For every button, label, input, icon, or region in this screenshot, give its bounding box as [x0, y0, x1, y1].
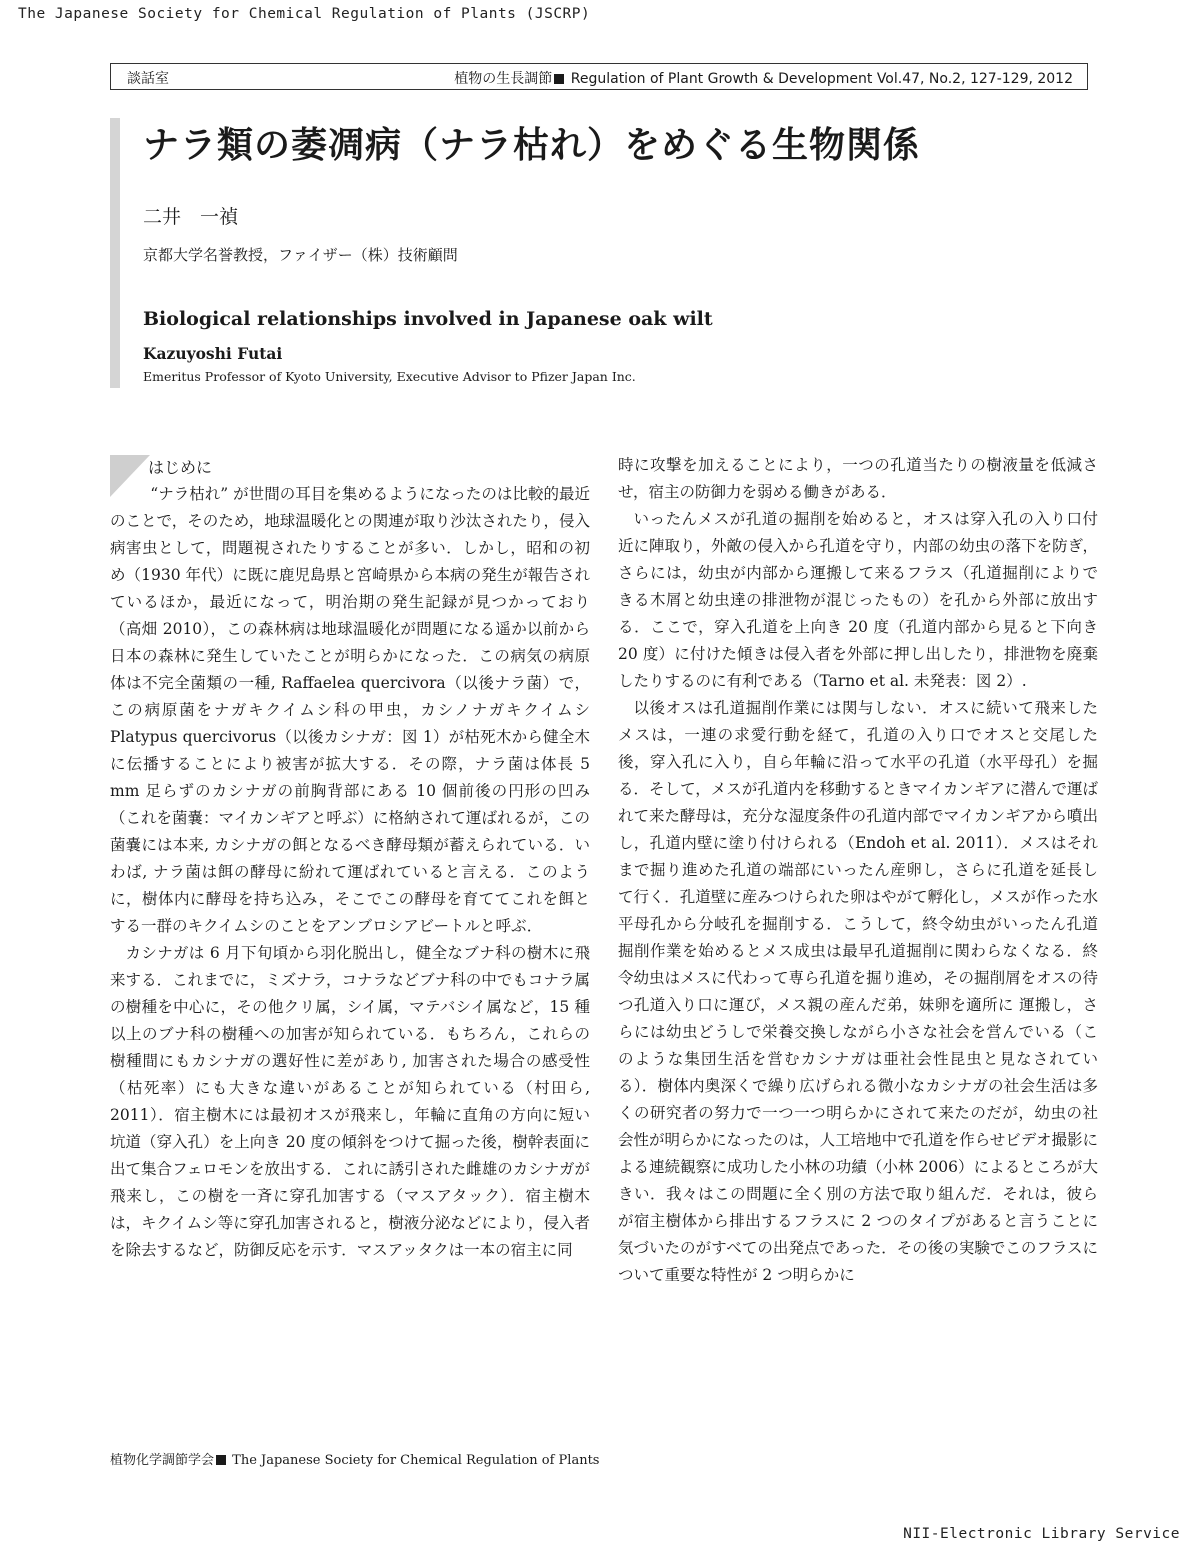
paragraph: カシナガは 6 月下旬頃から羽化脱出し，健全なブナ科の樹木に飛来する．これまでに，ミズナラ，コナラなどブナ科の中でもコナラ属の樹種を中心に，その他クリ属，シイ属，マテバシイ属など，15 種以上のブナ科の樹種への加害が知られている．もちろん，これらの樹種間にもカシナガの選好性に差があり, 加害された場合の感受性（枯死率）にも大きな違いがあることが知られている（村田ら, 2011）．宿主樹木には最初オスが飛来し，年輪に直角の方向に短い坑道（穿入孔）を上向き 20 度の傾斜をつけて掘った後，樹幹表面に出て集合フェロモンを放出する．これに誘引された雌雄のカシナガが飛来し，この樹を一斉に穿孔加害する（マスアタック）．宿主樹木は，キクイムシ等に穿孔加害されると，樹液分泌などにより，侵入者を除去するなど，防御反応を示す．マスアッタクは一本の宿主に同	[110, 944, 590, 1259]
top-watermark: The Japanese Society for Chemical Regulation of Plants (JSCRP)	[18, 6, 591, 22]
affiliation-en: Emeritus Professor of Kyoto University, Executive Advisor to Pfizer Japan Inc.	[143, 369, 636, 384]
author-name-ja: 二井 一禎	[143, 206, 239, 228]
section-heading: はじめに	[148, 458, 213, 477]
bottom-watermark: NII-Electronic Library Service	[903, 1526, 1180, 1542]
page-footer	[110, 1449, 599, 1468]
title-en: Biological relationships involved in Japanese oak wilt	[143, 308, 713, 330]
affiliation-ja: 京都大学名誉教授，ファイザー（株）技術顧問	[143, 246, 458, 264]
journal-name-en: Regulation of Plant Growth & Development Vol.47, No.2, 127-129, 2012	[570, 71, 1073, 87]
right-column	[618, 452, 1098, 1289]
footer-society-ja: 植物化学調節学会	[110, 1453, 215, 1468]
running-header	[110, 63, 1088, 90]
footer-society-en: The Japanese Society for Chemical Regulation of Plants	[232, 1453, 600, 1468]
paragraph: “ナラ枯れ” が世間の耳目を集めるようになったのは比較的最近のことで，そのため，地球温暖化との関連が取り沙汰されたり，侵入病害虫として，問題視されたりすることが多い．しかし，昭和の初め（1930 年代）に既に鹿児島県と宮崎県から本病の発生が報告されているほか，最近になって，明治期の発生記録が見つかっており（高畑 2010），この森林病は地球温暖化が問題になる遥か以前から日本の森林に発生していたことが明らかになった．この病気の病原体は不完全菌類の一種, Raffaelea quercivora（以後ナラ菌）で，この病原菌をナガキクイムシ科の甲虫，カシノナガキクイムシ Platypus quercivorus（以後カシナガ：図 1）が枯死木から健全木に伝播することにより被害が拡大する．その際，ナラ菌は体長 5 mm 足らずのカシナガの前胸背部にある 10 個前後の円形の凹み（これを菌嚢：マイカンギアと呼ぶ）に格納されて運ばれるが，この菌嚢には本来, カシナガの餌となるべき酵母類が蓄えられている．いわば, ナラ菌は餌の酵母に紛れて運ばれていると言える．このように，樹体内に酵母を持ち込み，そこでこの酵母を育ててこれを餌とする一群のキクイムシのことをアンブロシアビートルと呼ぶ．	[110, 485, 590, 935]
page-title: ナラ類の萎凋病（ナラ枯れ）をめぐる生物関係	[143, 124, 921, 166]
square-bullet-icon	[554, 74, 564, 84]
column-category: 談話室	[127, 71, 169, 87]
paragraph: いったんメスが孔道の掘削を始めると，オスは穿入孔の入り口付近に陣取り，外敵の侵入から孔道を守り，内部の幼虫の落下を防ぎ，さらには，幼虫が内部から運搬して来るフラス（孔道掘削によりできる木屑と幼虫達の排泄物が混じったもの）を孔から外部に放出する．ここで，穿入孔道を上向き 20 度（孔道内部から見ると下向き 20 度）に付けた傾きは侵入者を外部に押し出したり，排泄物を廃棄したりするのに有利である（Tarno et al. 未発表：図 2）.	[618, 510, 1098, 690]
square-bullet-icon	[216, 1455, 226, 1465]
paragraph: 時に攻撃を加えることにより，一つの孔道当たりの樹液量を低減させ，宿主の防御力を弱める働きがある．	[618, 456, 1098, 501]
journal-name-ja: 植物の生長調節	[454, 71, 553, 87]
left-column	[110, 481, 590, 1264]
journal-citation	[454, 68, 1073, 88]
title-accent-bar	[110, 118, 120, 388]
author-name-en: Kazuyoshi Futai	[143, 344, 283, 363]
paragraph: 以後オスは孔道掘削作業には関与しない．オスに続いて飛来したメスは，一連の求愛行動を経て，孔道の入り口でオスと交尾した後，穿入孔に入り，自ら年輪に沿って水平の孔道（水平母孔）を掘る．そして，メスが孔道内を移動するときマイカンギアに潜んで運ばれて来た酵母は，充分な湿度条件の孔道内部でマイカンギアから噴出し，孔道内壁に塗り付けられる（Endoh et al. 2011）．メスはそれまで掘り進めた孔道の端部にいったん産卵し，さらに孔道を延長して行く．孔道壁に産みつけられた卵はやがて孵化し，メスが作った水平母孔から分岐孔を掘削する．こうして，終令幼虫がいったん孔道掘削作業を始めるとメス成虫は最早孔道掘削に関わらなくなる．終令幼虫はメスに代わって専ら孔道を掘り進め，その掘削屑をオスの待つ孔道入り口に運び，メス親の産んだ弟，妹卵を適所に 運搬し，さらには幼虫どうしで栄養交換しながら小さな社会を営んでいる（このような集団生活を営むカシナガは亜社会性昆虫と見なされている）．樹体内奥深くで繰り広げられる微小なカシナガの社会生活は多くの研究者の努力で一つ一つ明らかにされて来たのだが，幼虫の社会性が明らかになったのは，人工培地中で孔道を作らせビデオ撮影による連続観察に成功した小林の功績（小林 2006）によるところが大きい．我々はこの問題に全く別の方法で取り組んだ．それは，彼らが宿主樹体から排出するフラスに 2 つのタイプがあると言うことに気づいたのがすべての出発点であった．その後の実験でこのフラスについて重要な特性が 2 つ明らかに	[618, 699, 1098, 1284]
